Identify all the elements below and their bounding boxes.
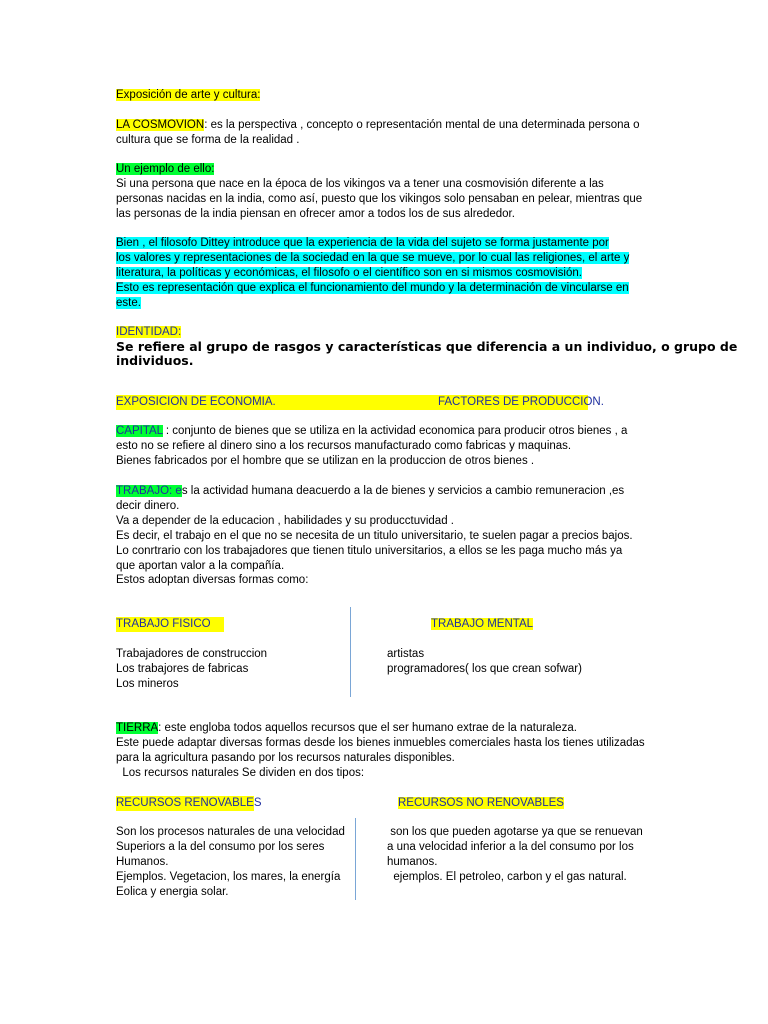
column-divider <box>350 607 351 697</box>
dittey-line <box>116 281 629 296</box>
trabajo-term: TRABAJO: e <box>116 485 182 497</box>
trabajo-line: Es decir, el trabajo en el que no se necesita de un titulo universitario, te suelen pagar a precios bajos. <box>116 530 633 542</box>
tierra-text: : este engloba todos aquellos recursos que el ser humano extrae de la naturaleza. <box>158 722 577 734</box>
capital-line-2: esto no se refiere al dinero sino a los recursos manufacturado como fabricas y maquinas. <box>116 440 572 452</box>
tierra-line: Los recursos naturales Se dividen en dos tipos: <box>116 767 365 779</box>
capital-line-3: Bienes fabricados por el hombre que se utilizan en la produccion de otros bienes . <box>116 455 535 467</box>
column-divider <box>355 818 356 900</box>
no-renovables-line: humanos. <box>387 856 438 868</box>
dittey-highlight: este. <box>116 297 141 309</box>
economia-heading-right: FACTORES DE PRODUCCION. <box>438 396 604 408</box>
cosmovision-text: : es la perspectiva , concepto o representación mental de una determinada persona o <box>204 119 640 131</box>
renovables-line: Eolica y energia solar. <box>116 886 229 898</box>
trabajo-fisico-heading <box>116 617 224 632</box>
trabajo-line: Va a depender de la educacion , habilidades y su producctuvidad . <box>116 515 454 527</box>
dittey-highlight: Bien , el filosofo Dittey introduce que la experiencia de la vida del sujeto se forma justamente por <box>116 237 609 249</box>
no-renovables-line: son los que pueden agotarse ya que se renuevan <box>387 826 643 838</box>
renovables-line: Ejemplos. Vegetacion, los mares, la energía <box>116 871 341 883</box>
no-renovables-line: ejemplos. El petroleo, carbon y el gas natural. <box>387 871 627 883</box>
dittey-line <box>116 266 582 281</box>
trabajo-line: Lo conrtrario con los trabajadores que tienen titulo universitarios, a ellos se les paga mucho más ya <box>116 545 623 557</box>
cosmovision-line-2: cultura que se forma de la realidad . <box>116 134 300 146</box>
tierra-line: para la agricultura pasando por los recursos naturales disponibles. <box>116 752 455 764</box>
identidad-definition-line-1: Se refiere al grupo de rasgos y características que diferencia a un individuo, o grupo de <box>116 339 738 354</box>
identidad-heading <box>116 325 181 340</box>
cosmovision-line-1 <box>116 118 640 133</box>
dittey-highlight: Esto es representación que explica el funcionamiento del mundo y la determinación de vincularse en <box>116 282 629 294</box>
trabajo-fisico-item: Trabajadores de construccion <box>116 648 268 660</box>
recursos-no-renovables-highlight: RECURSOS NO RENOVABLES <box>398 797 564 809</box>
economia-heading-row <box>116 395 604 410</box>
renovables-line: Superiors a la del consumo por los seres <box>116 841 325 853</box>
capital-text: : conjunto de bienes que se utiliza en la actividad economica para producir otros bienes , a <box>162 425 628 437</box>
trabajo-fisico-item: Los mineros <box>116 678 179 690</box>
renovables-line: Son los procesos naturales de una velocidad <box>116 826 345 838</box>
trabajo-mental-item: artistas <box>387 648 425 660</box>
trabajo-mental-highlight: TRABAJO MENTAL <box>431 618 534 630</box>
trabajo-fisico-item: Los trabajores de fabricas <box>116 663 249 675</box>
dittey-highlight: literatura, la políticas y económicas, el filosofo o el científico son en si mismos cosmovisión. <box>116 267 582 279</box>
tierra-line-1 <box>116 721 577 736</box>
capital-line-1 <box>116 424 627 439</box>
dittey-highlight: los valores y representaciones de la sociedad en la que se mueve, por lo cual las religiones, el arte y <box>116 252 630 264</box>
renovables-line: Humanos. <box>116 856 169 868</box>
trabajo-text: s la actividad humana deacuerdo a la de bienes y servicios a cambio remuneracion ,es <box>181 485 625 497</box>
capital-term: CAPITAL <box>116 425 163 437</box>
tierra-term: TIERRA <box>116 722 159 734</box>
identidad-definition-line-2: individuos. <box>116 353 194 368</box>
cosmovision-term: LA COSMOVION <box>116 119 205 131</box>
ejemplo-heading-highlight: Un ejemplo de ello: <box>116 163 215 175</box>
recursos-renovables-heading <box>116 796 262 811</box>
economia-heading <box>116 395 604 410</box>
dittey-line <box>116 236 609 251</box>
title-highlight: Exposición de arte y cultura: <box>116 89 261 101</box>
trabajo-line: que aportan valor a la compañía. <box>116 560 285 572</box>
trabajo-line: decir dinero. <box>116 500 180 512</box>
trabajo-line-1 <box>116 484 624 499</box>
economia-heading-left: EXPOSICION DE ECONOMIA. <box>116 396 276 408</box>
dittey-line <box>116 296 141 311</box>
dittey-line <box>116 251 629 266</box>
recursos-renovables-highlight: RECURSOS RENOVABLES <box>116 797 262 809</box>
trabajo-fisico-highlight: TRABAJO FISICO <box>116 617 224 632</box>
trabajo-mental-heading <box>431 617 533 632</box>
no-renovables-line: a una velocidad inferior a la del consumo por los <box>387 841 634 853</box>
ejemplo-line: personas nacidas en la india, como así, puesto que los vikingos solo pensaban en pelear, mientras que <box>116 193 643 205</box>
trabajo-line: Estos adoptan diversas formas como: <box>116 574 309 586</box>
page-title <box>116 88 260 103</box>
ejemplo-heading <box>116 162 214 177</box>
tierra-line: Este puede adaptar diversas formas desde los bienes inmuebles comerciales hasta los tienes utilizadas <box>116 737 645 749</box>
identidad-heading-highlight: IDENTIDAD: <box>116 326 182 338</box>
ejemplo-line: Si una persona que nace en la época de los vikingos va a tener una cosmovisión diferente a las <box>116 178 604 190</box>
ejemplo-line: las personas de la india piensan en ofrecer amor a todos los de sus alrededor. <box>116 208 515 220</box>
recursos-no-renovables-heading <box>398 796 564 811</box>
trabajo-mental-item: programadores( los que crean sofwar) <box>387 663 582 675</box>
